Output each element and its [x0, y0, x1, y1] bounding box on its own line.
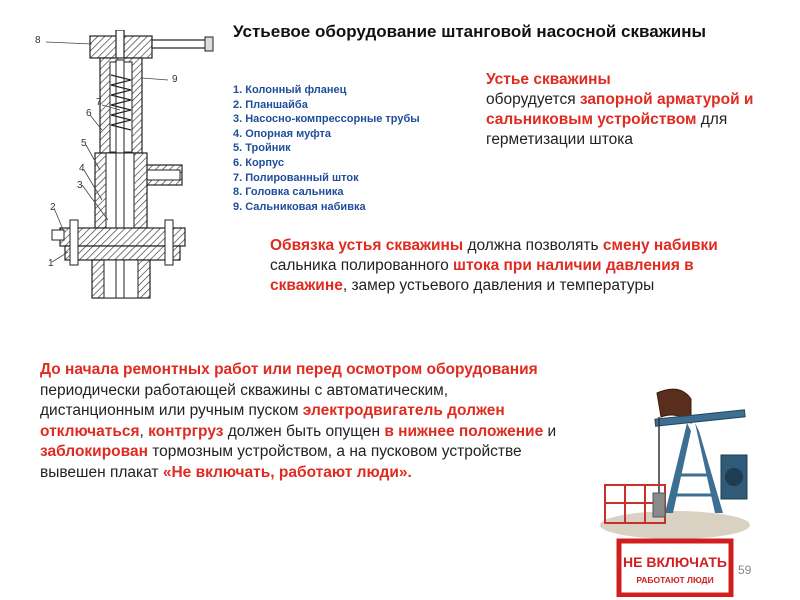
legend-item: 2. Планшайба — [233, 98, 308, 111]
legend-item: 5. Тройник — [233, 142, 291, 155]
text-segment: для герметизации штока — [486, 111, 728, 148]
diagram-numbers — [0, 0, 220, 300]
text-segment: тормозным устройством, а на пусковом устройстве вывешен плакат — [40, 443, 522, 481]
diagram-number-4: 4 — [79, 163, 85, 174]
legend-item: 1. Колонный фланец — [233, 84, 347, 96]
diagram-number-2: 2 — [50, 202, 56, 213]
wellhead-equipment-paragraph — [486, 70, 786, 150]
text-segment: и — [543, 422, 557, 440]
diagram-number-6: 6 — [86, 108, 92, 119]
text-segment: Обвязка устья скважины — [270, 237, 464, 254]
diagram-number-9: 9 — [172, 74, 178, 85]
text-segment: смену набивки — [602, 237, 718, 254]
diagram-number-7: 7 — [96, 97, 102, 108]
wellhead-piping-paragraph — [270, 236, 740, 296]
text-segment: , — [139, 422, 149, 440]
text-segment: запорной арматурой и сальниковым устройством — [486, 91, 754, 128]
legend-item: 6. Корпус — [233, 156, 284, 169]
page-title: Устьевое оборудование штанговой насосной скважины — [233, 22, 706, 41]
text-segment: должен быть опущен — [223, 422, 385, 440]
legend-item: 9. Сальниковая набивка — [233, 200, 366, 213]
legend-item: 4. Опорная муфта — [233, 127, 332, 140]
safety-instructions-paragraph — [40, 360, 560, 483]
text-segment: в нижнее положение — [384, 422, 544, 440]
text-segment: До начала ремонтных работ или перед осмотром оборудования — [40, 361, 538, 378]
text-segment: «Не включать, работают люди». — [162, 463, 412, 481]
sign-line-1: НЕ ВКЛЮЧАТЬ — [623, 554, 727, 570]
diagram-number-5: 5 — [81, 138, 87, 149]
page-number: 59 — [738, 563, 752, 577]
text-segment: контргруз — [148, 422, 224, 440]
text-segment: Устье скважины — [486, 71, 611, 88]
diagram-number-8: 8 — [35, 35, 41, 46]
sign-line-2: РАБОТАЮТ ЛЮДИ — [636, 575, 714, 585]
text-segment: должна позволять — [463, 237, 603, 254]
text-segment: , замер устьевого давления и температуры — [342, 277, 655, 294]
text-segment: оборудуется — [486, 91, 580, 108]
legend-item: 8. Головка сальника — [233, 186, 344, 199]
diagram-number-1: 1 — [48, 258, 54, 269]
pump-jack-illustration — [595, 385, 755, 597]
legend-item: 7. Полированный шток — [233, 171, 359, 184]
text-segment: штока при наличии давления в скважине — [270, 257, 694, 294]
text-segment: сальника полированного — [270, 257, 454, 274]
legend-item: 3. Насосно-компрессорные трубы — [233, 113, 420, 126]
legend-list — [233, 83, 420, 214]
text-segment: заблокирован — [40, 443, 148, 460]
diagram-number-3: 3 — [77, 180, 83, 191]
text-segment: электродвигатель должен отключаться — [40, 402, 505, 440]
text-segment: периодически работающей скважины с автоматическим, дистанционным или ручным пуском — [40, 381, 449, 419]
